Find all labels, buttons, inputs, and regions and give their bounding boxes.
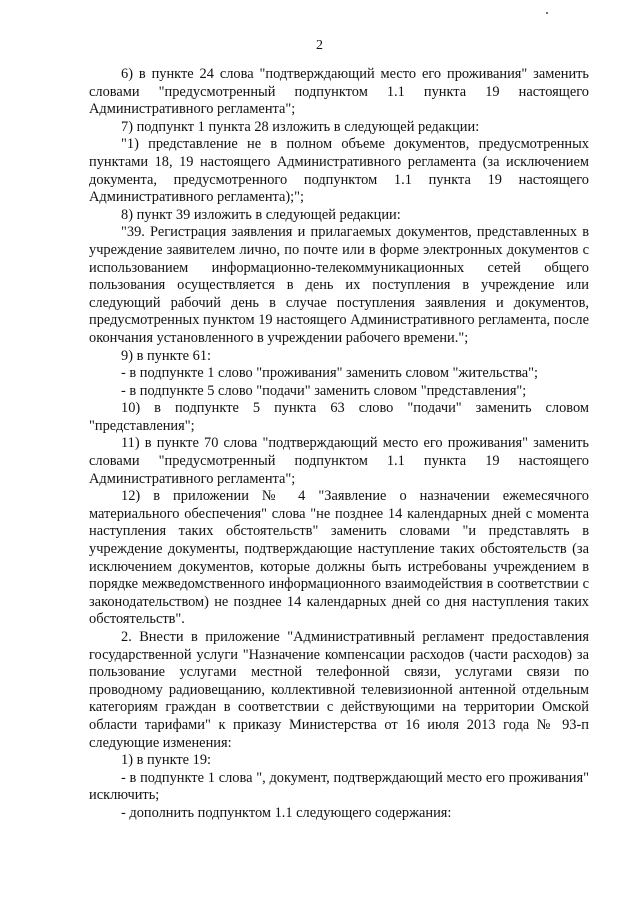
paragraph-subitem-61-1: - в подпункте 1 слово "проживания" заменить словом "жительства"; — [121, 365, 539, 382]
paragraph-section-2: 2. Внести в приложение "Административный регламент предоставления государственной услуги "Назначение компенсации расходов (части расходов) за пользование услугами местной телефонной связи, услугами связи по проводному радиовещанию, коллективной телевизионной антенной отдельным категориям граждан в соответствии с действующими на территории Омской области тарифами" к приказу Министерства от 16 июля 2013 года № 93-п следующие изменения: — [89, 629, 589, 751]
paragraph-subitem-61-5: - в подпункте 5 слово "подачи" заменить словом "представления"; — [121, 382, 527, 399]
paragraph-item-11: 11) в пункте 70 слова "подтверждающий место его проживания" заменить словами "предусмотренный подпунктом 1.1 пункта 19 настоящего Административного регламента"; — [89, 435, 589, 487]
paragraph-section-2-subitem-1-1: - дополнить подпунктом 1.1 следующего содержания: — [121, 804, 452, 821]
paragraph-item-12: 12) в приложении № 4 "Заявление о назначении ежемесячного материального обеспечения" слова "не позднее 14 календарных дней с момента наступления таких обстоятельств" заменить словами "и представлять в учреждение документы, подтверждающие наступление таких обстоятельств (за исключением документов, которые должны быть истребованы учреждением в порядке межведомственного информационного взаимодействия в соответствии с законодательством) не позднее 14 календарных дней со дня наступления таких обстоятельств". — [89, 488, 589, 628]
paragraph-quote-28: "1) представление не в полном объеме документов, предусмотренных пунктами 18, 19 настоящего Административного регламента (за исключением документа, предусмотренного подпунктом 1.1 пункта 19 настоящего Административного регламента);"; — [89, 136, 589, 206]
paragraph-item-8: 8) пункт 39 изложить в следующей редакции: — [121, 206, 401, 223]
paragraph-section-2-item-1: 1) в пункте 19: — [121, 752, 212, 769]
paragraph-item-10: 10) в подпункте 5 пункта 63 слово "подачи" заменить словом "представления"; — [89, 400, 589, 434]
scan-speck — [546, 12, 548, 14]
paragraph-item-6: 6) в пункте 24 слова "подтверждающий место его проживания" заменить словами "предусмотренный подпунктом 1.1 пункта 19 настоящего Административного регламента"; — [89, 66, 589, 118]
paragraph-item-9: 9) в пункте 61: — [121, 347, 212, 364]
document-body — [89, 66, 589, 823]
paragraph-quote-39: "39. Регистрация заявления и прилагаемых документов, представленных в учреждение заявителем лично, по почте или в форме электронных документов с использованием информационно-телекоммуникационных сетей общего пользования осуществляется в день их поступления в учреждение или следующий рабочий день в случае поступления заявления и документов, предусмотренных пунктом 19 настоящего Административного регламента, после окончания установленного в учреждении рабочего времени."; — [89, 224, 589, 346]
paragraph-item-7: 7) подпункт 1 пункта 28 изложить в следующей редакции: — [121, 118, 480, 135]
page-number: 2 — [316, 38, 323, 53]
paragraph-section-2-subitem-1: - в подпункте 1 слова ", документ, подтверждающий место его проживания" исключить; — [89, 769, 589, 804]
